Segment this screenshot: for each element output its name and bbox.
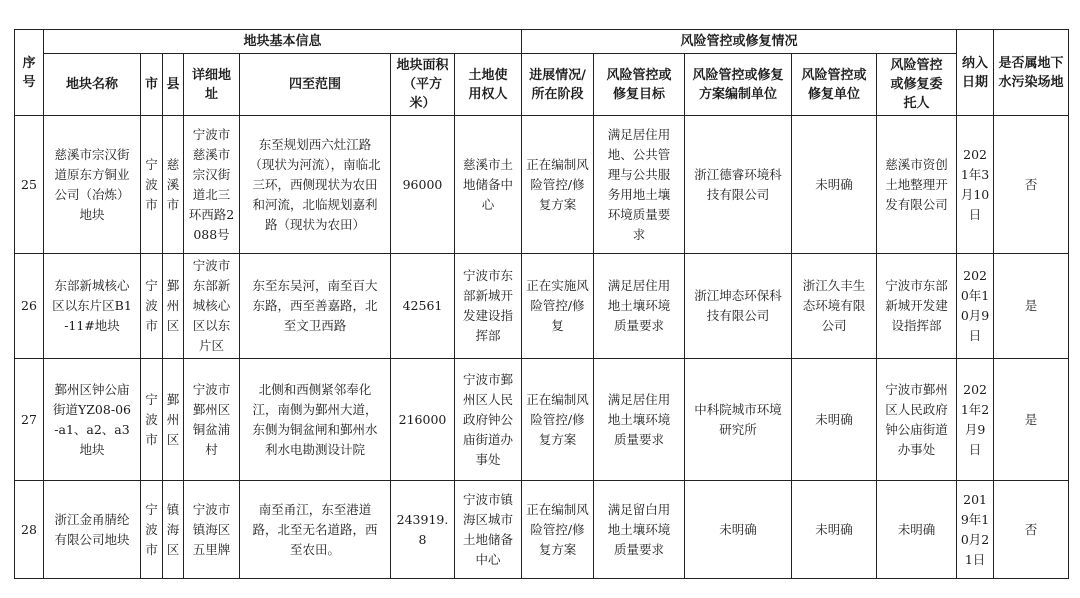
cell-target: 满足居住用地、公共管理与公共服务用地土壤环境质量要求 — [594, 116, 685, 254]
cell-groundwater: 是 — [994, 359, 1069, 481]
cell-date: 2021年3月10日 — [957, 116, 994, 254]
header-client: 风险管控或修复委托人 — [877, 54, 957, 116]
cell-county: 慈溪市 — [163, 116, 184, 254]
cell-address: 宁波市鄞州区铜盆浦村 — [184, 359, 240, 481]
header-county: 县 — [163, 54, 184, 116]
cell-bounds: 东至规划西六灶江路（现状为河流），南临北三环，西侧现状为农田和河流，北临规划嘉利路（现状为农田） — [240, 116, 391, 254]
cell-repair-unit: 浙江久丰生态环境有限公司 — [792, 254, 877, 359]
header-sub-row — [15, 54, 1069, 116]
table-row — [15, 116, 1069, 254]
cell-plan-unit: 浙江坤态环保科技有限公司 — [685, 254, 792, 359]
header-seq: 序号 — [15, 30, 44, 116]
header-address: 详细地址 — [184, 54, 240, 116]
cell-progress: 正在实施风险管控/修复 — [522, 254, 594, 359]
cell-plan-unit: 未明确 — [685, 481, 792, 579]
cell-repair-unit: 未明确 — [792, 359, 877, 481]
cell-owner: 宁波市东部新城开发建设指挥部 — [455, 254, 522, 359]
header-plan-unit: 风险管控或修复方案编制单位 — [685, 54, 792, 116]
cell-date: 2019年10月21日 — [957, 481, 994, 579]
cell-address: 宁波市镇海区五里牌 — [184, 481, 240, 579]
header-progress: 进展情况/所在阶段 — [522, 54, 594, 116]
cell-name: 浙江金甬腈纶有限公司地块 — [44, 481, 141, 579]
cell-progress: 正在编制风险管控/修复方案 — [522, 359, 594, 481]
cell-bounds: 南至甬江，东至港道路，北至无名道路，西至农田。 — [240, 481, 391, 579]
cell-repair-unit: 未明确 — [792, 116, 877, 254]
cell-groundwater: 是 — [994, 254, 1069, 359]
cell-city: 宁波市 — [141, 359, 163, 481]
cell-progress: 正在编制风险管控/修复方案 — [522, 116, 594, 254]
cell-plan-unit: 浙江德睿环境科技有限公司 — [685, 116, 792, 254]
cell-target: 满足居住用地土壤环境质量要求 — [594, 359, 685, 481]
table-row — [15, 481, 1069, 579]
header-group-basic: 地块基本信息 — [44, 30, 522, 54]
cell-name: 鄞州区钟公庙街道YZ08-06-a1、a2、a3地块 — [44, 359, 141, 481]
cell-client: 未明确 — [877, 481, 957, 579]
cell-owner: 慈溪市土地储备中心 — [455, 116, 522, 254]
cell-address: 宁波市慈溪市宗汉街道北三环西路2088号 — [184, 116, 240, 254]
cell-area: 42561 — [391, 254, 455, 359]
cell-target: 满足居住用地土壤环境质量要求 — [594, 254, 685, 359]
cell-seq: 27 — [15, 359, 44, 481]
header-name: 地块名称 — [44, 54, 141, 116]
cell-county: 鄞州区 — [163, 359, 184, 481]
cell-county: 镇海区 — [163, 481, 184, 579]
cell-address: 宁波市东部新城核心区以东片区 — [184, 254, 240, 359]
cell-owner: 宁波市镇海区城市土地储备中心 — [455, 481, 522, 579]
cell-plan-unit: 中科院城市环境研究所 — [685, 359, 792, 481]
header-city: 市 — [141, 54, 163, 116]
cell-seq: 28 — [15, 481, 44, 579]
header-date: 纳入日期 — [957, 30, 994, 116]
header-owner: 土地使用权人 — [455, 54, 522, 116]
cell-groundwater: 否 — [994, 116, 1069, 254]
cell-progress: 正在编制风险管控/修复方案 — [522, 481, 594, 579]
header-repair-unit: 风险管控或修复单位 — [792, 54, 877, 116]
cell-name: 慈溪市宗汉街道原东方铜业公司（冶炼）地块 — [44, 116, 141, 254]
cell-area: 96000 — [391, 116, 455, 254]
cell-seq: 25 — [15, 116, 44, 254]
header-bounds: 四至范围 — [240, 54, 391, 116]
cell-target: 满足留白用地土壤环境质量要求 — [594, 481, 685, 579]
cell-area: 216000 — [391, 359, 455, 481]
cell-county: 鄞州区 — [163, 254, 184, 359]
cell-city: 宁波市 — [141, 116, 163, 254]
cell-client: 宁波市鄞州区人民政府钟公庙街道办事处 — [877, 359, 957, 481]
cell-city: 宁波市 — [141, 481, 163, 579]
header-group-row — [15, 30, 1069, 54]
header-target: 风险管控或修复目标 — [594, 54, 685, 116]
table-row — [15, 359, 1069, 481]
header-groundwater: 是否属地下水污染场地 — [994, 30, 1069, 116]
cell-area: 243919.8 — [391, 481, 455, 579]
cell-groundwater: 否 — [994, 481, 1069, 579]
table-row — [15, 254, 1069, 359]
cell-bounds: 北侧和西侧紧邻奉化江，南侧为鄞州大道，东侧为铜盆闸和鄞州水利水电勘测设计院 — [240, 359, 391, 481]
cell-client: 慈溪市资创土地整理开发有限公司 — [877, 116, 957, 254]
header-area: 地块面积（平方米） — [391, 54, 455, 116]
cell-seq: 26 — [15, 254, 44, 359]
cell-city: 宁波市 — [141, 254, 163, 359]
cell-name: 东部新城核心区以东片区B1-11#地块 — [44, 254, 141, 359]
cell-date: 2021年2月9日 — [957, 359, 994, 481]
cell-bounds: 东至东吴河，南至百大东路，西至善嘉路，北至文卫西路 — [240, 254, 391, 359]
cell-owner: 宁波市鄞州区人民政府钟公庙街道办事处 — [455, 359, 522, 481]
contaminated-land-table — [14, 29, 1069, 579]
cell-client: 宁波市东部新城开发建设指挥部 — [877, 254, 957, 359]
cell-date: 2020年10月9日 — [957, 254, 994, 359]
cell-repair-unit: 未明确 — [792, 481, 877, 579]
header-group-risk: 风险管控或修复情况 — [522, 30, 957, 54]
